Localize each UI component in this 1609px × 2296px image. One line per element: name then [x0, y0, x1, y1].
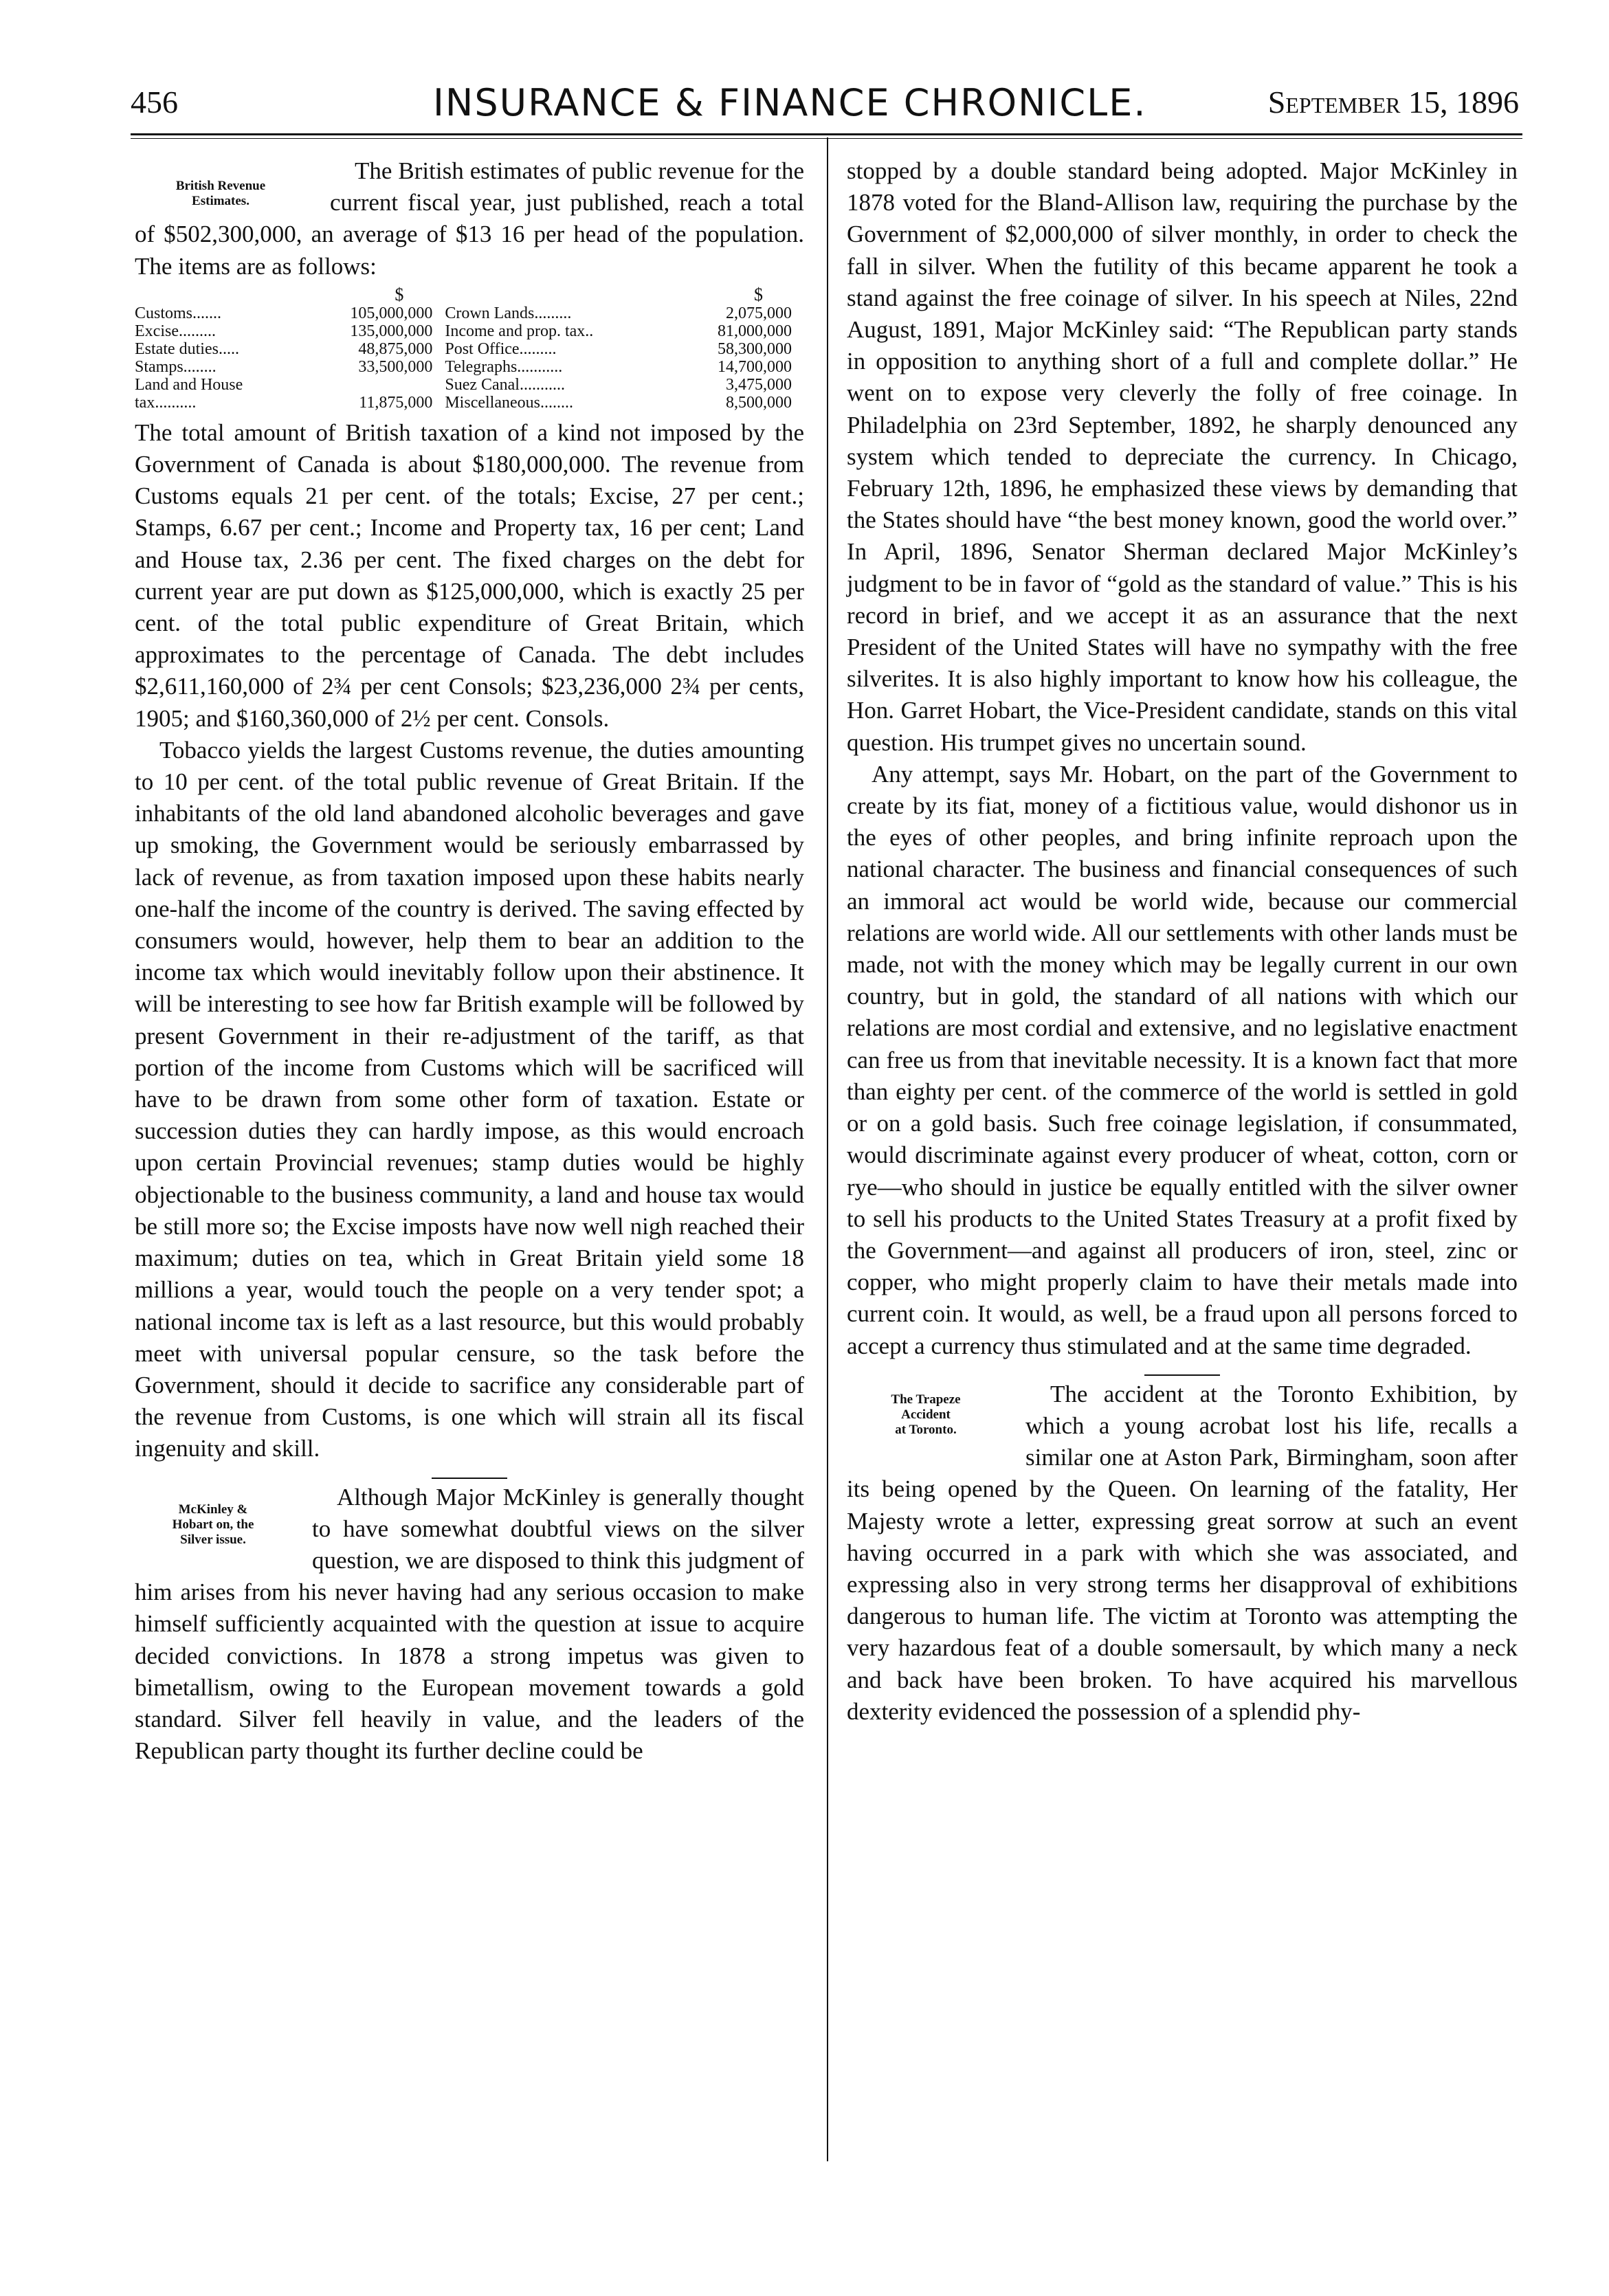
- header-rule: [131, 133, 1522, 135]
- article-trapeze-accident: The accident at the Toronto Exhibition, by which a young acrobat lost his life, recalls a similar one at Aston Park, Birmingham, soon after its being opened by the Queen. On learning of the fatality, Her Majesty wrote a letter, expressing great sorrow at such an event having occurred in a park with which she was associated, and expressing also in very strong terms her disapproval of exhibitions dangerous to human life. The victim at Toronto was attempting the very hazardous feat of a double somersault, by which many a neck and back have been broken. To have acquired his marvellous dexterity evidenced the possession of a splendid phy-: [847, 1380, 1518, 1725]
- table-row: Stamps........ 33,500,000 Telegraphs........... 14,700,000: [135, 357, 792, 376]
- side-heading-trapeze: The Trapeze Accident at Toronto.: [891, 1392, 961, 1437]
- page-number: 456: [131, 85, 178, 120]
- publication-title: INSURANCE & FINANCE CHRONICLE.: [433, 81, 1147, 124]
- article-hobart-views: Any attempt, says Mr. Hobart, on the part of the Government to create by its fiat, money of a fictitious value, would dishonor us in the eyes of other peoples, and bring infinite reproach upon the national character. The business and financial consequences of such an immoral act would be world wide, because our commercial relations are world wide. All our settlements with other lands must be made, not with the money which may be legally current in our own country, but in gold, the standard of all nations with which our relations are most cordial and extensive, and no legislative enactment can free us from that inevitable necessity. It is a known fact that more than eighty per cent. of the commerce of the world is settled in gold or on a gold basis. Such free coinage legislation, if consummated, would discriminate against every producer of wheat, cotton, corn or rye—who should in justice be equally entitled with the silver owner to sell his products to the United States Treasury at a profit fixed by the Government—and against all producers of iron, steel, zinc or copper, who might properly claim to have their metals made into current coin. It would, as well, be a fraud upon all persons forced to accept a currency thus stimulated and at the same time degraded.: [847, 760, 1518, 1359]
- table-row: Excise......... 135,000,000 Income and prop. tax.. 81,000,000: [135, 322, 792, 340]
- article-mckinley-silver: Although Major McKinley is generally thought to have somewhat doubtful views on the silver question, we are disposed to think this judgment of him arises from his never having had any serious occasion to make himself sufficiently acquainted with the question at issue to acquire decided convictions. In 1878 a strong impetus was given to bimetallism, owing to the European movement towards a gold standard. Silver fell heavily in value, and the leaders of the Republican party thought its further decline could be: [135, 1483, 804, 1765]
- article-mckinley-continued: stopped by a double standard being adopted. Major McKinley in 1878 voted for the Bland-Allison law, requiring the purchase by the Government of $2,000,000 of silver monthly, in order to check the fall in silver. When the futility of this became apparent he took a stand against the free coinage of silver. In his speech at Niles, 22nd August, 1891, Major McKinley said: “The Republican party stands in opposition to anything short of a full and complete dollar.” He went on to expose very cleverly the folly of free coinage. In Philadelphia on 23rd September, 1892, he sharply denounced any system which tended to depreciate the currency. In Chicago, February 12th, 1896, he emphasized these views by demanding that the States should have “the best money known, good the world over.” In April, 1896, Senator Sherman declared Major McKinley’s judgment to be in favor of “gold as the standard of value.” This is his record in brief, and we accept it as an assurance that the next President of the United States will have no sympathy with the free silverites. It is also highly important to know how his colleague, the Hon. Garret Hobart, the Vice-President candidate, stands on this vital question. His trumpet gives no uncertain sound.: [847, 157, 1518, 756]
- article-tobacco-revenue: Tobacco yields the largest Customs revenue, the duties amounting to 10 per cent. of the total public revenue of Great Britain. If the inhabitants of the old land abandoned alcoholic beverages and gave up smoking, the Government would be seriously embarrassed by lack of revenue, as from taxation imposed upon these habits nearly one-half the income of the country is derived. The saving effected by consumers would, however, help them to bear an addition to the income tax which would inevitably follow upon their abstinence. It will be interesting to see how far British example will be followed by present Government in their re-adjustment of the tariff, as that portion of the income from Customs which will be sacrificed will have to be drawn from some other form of taxation. Estate or succession duties they can hardly impose, as this would encroach upon certain Provincial revenues; stamp duties would be highly objectionable to the business community, a land and house tax would be still more so; the Excise imposts have now well nigh reached their maximum; duties on tea, which in Great Britain yield some 18 millions a year, would touch the people on a very tender spot; a national income tax is left as a last resource, but this would probably meet with universal popular censure, so the task before the Government, should it decide to sacrifice any considerable part of the revenue from Customs, is one which will strain all its fiscal ingenuity and skill.: [135, 736, 804, 1462]
- article-british-taxation: The total amount of British taxation of a kind not imposed by the Government of Canada is about $180,000,000. The revenue from Customs equals 21 per cent. of the totals; Excise, 27 per cent.; Stamps, 6.67 per cent.; Income and Property tax, 16 per cent; Land and House tax, 2.36 per cent. The fixed charges on the debt for current year are put down as $125,000,000, which is exactly 25 per cent. of the total public expenditure of Great Britain, which approximates to the percentage of Canada. The debt includes $2,611,160,000 of 2¾ per cent Consols; $23,236,000 2¾ per cents, 1905; and $160,360,000 of 2½ per cent. Consols.: [135, 419, 804, 732]
- side-heading-mckinley: McKinley & Hobart on, the Silver issue.: [172, 1502, 254, 1547]
- revenue-table: [135, 285, 804, 412]
- left-column: [135, 155, 804, 1767]
- table-header-row: $ $: [395, 284, 763, 304]
- page-header: [131, 81, 1519, 122]
- section-divider: [1144, 1374, 1220, 1376]
- article-british-estimates-intro: The British estimates of public revenue for the current fiscal year, just published, reach a total of $502,300,000, an average of $13 16 per head of the population. The items are as follows:: [135, 157, 804, 280]
- table-row: Customs....... 105,000,000 Crown Lands......... 2,075,000: [135, 304, 792, 322]
- issue-date: September 15, 1896: [1267, 85, 1519, 120]
- column-divider: [827, 137, 828, 2161]
- section-divider: [432, 1478, 507, 1479]
- side-heading-british-revenue: British Revenue Estimates.: [175, 179, 266, 208]
- right-column: [847, 155, 1518, 1728]
- table-row: tax.......... 11,875,000 Miscellaneous........ 8,500,000: [135, 393, 792, 412]
- table-row: Estate duties..... 48,875,000 Post Office......... 58,300,000: [135, 339, 792, 358]
- table-row: Land and House Suez Canal........... 3,475,000: [135, 375, 792, 394]
